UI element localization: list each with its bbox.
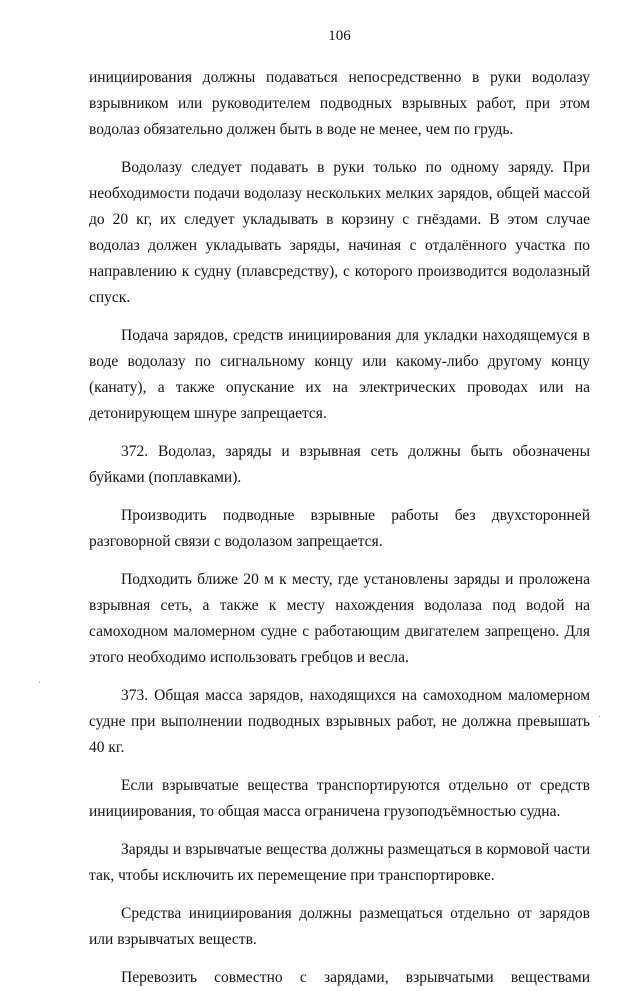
paragraph: Подача зарядов, средств инициирования для укладки находящемуся в воде водолазу по сигнальному концу или какому-либо другому концу (канату), а также опускание их на электрических проводах или на детонирующем шнуре запрещается.: [89, 327, 590, 422]
scan-speck: ·: [598, 712, 602, 723]
page-number: 106: [328, 28, 351, 44]
paragraph: Водолазу следует подавать в руки только по одному заряду. При необходимости подачи водолазу нескольких мелких зарядов, общей массой до 20 кг, их следует укладывать в корзину с гнёздами. В этом случае водолаз должен укладывать заряды, начиная с отдалённого участка по направлению к судну (плавсредству), с которого производится водолазный спуск.: [89, 159, 590, 306]
paragraph: Заряды и взрывчатые вещества должны размещаться в кормовой части так, чтобы исключить их перемещение при транспортировке.: [89, 841, 590, 884]
paragraph: 373. Общая масса зарядов, находящихся на самоходном маломерном судне при выполнении подводных взрывных работ, не должна превышать 40 кг.: [89, 687, 590, 756]
scan-speck: ·: [38, 678, 42, 689]
paragraph: Подходить ближе 20 м к месту, где установлены заряды и проложена взрывная сеть, а также к месту нахождения водолаза под водой на самоходном маломерном судне с работающим двигателем запрещено. Для этого необходимо использовать гребцов и весла.: [89, 571, 590, 666]
paragraph: Если взрывчатые вещества транспортируются отдельно от средств инициирования, то общая масса ограничена грузоподъёмностью судна.: [89, 777, 590, 820]
paragraph: Средства инициирования должны размещаться отдельно от зарядов или взрывчатых веществ.: [89, 905, 590, 948]
paragraph: Производить подводные взрывные работы без двухсторонней разговорной связи с водолазом запрещается.: [89, 507, 590, 550]
paragraph: Перевозить совместно с зарядами, взрывчатыми веществами: [121, 969, 590, 986]
paragraph: инициирования должны подаваться непосредственно в руки водолазу взрывником или руководителем подводных взрывных работ, при этом водолаз обязательно должен быть в воде не менее, чем по грудь.: [89, 69, 590, 138]
paragraph: 372. Водолаз, заряды и взрывная сеть должны быть обозначены буйками (поплавками).: [89, 443, 590, 486]
